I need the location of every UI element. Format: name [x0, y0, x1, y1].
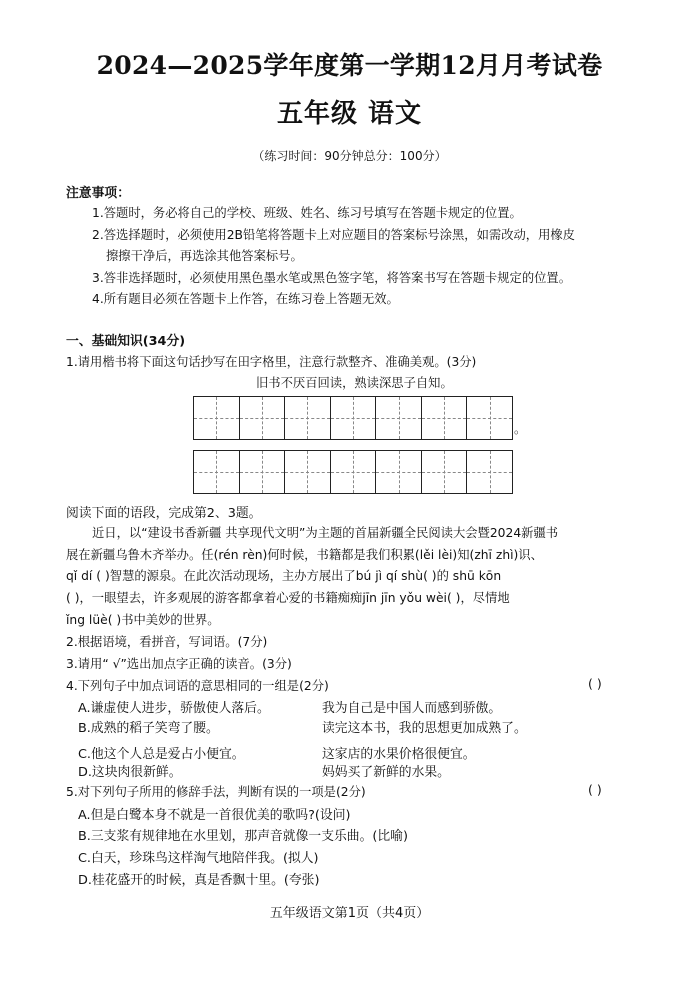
- q4-option-left: B.成熟的稻子笑弯了腰。: [78, 721, 219, 736]
- q4-option-right: 这家店的水果价格很便宜。: [322, 747, 476, 762]
- page-footer: 五年级语文第1页（共4页）: [269, 906, 430, 921]
- writing-grid-row-1[interactable]: [193, 396, 513, 440]
- passage-line: ǐng lüè( )书中美妙的世界。: [66, 613, 220, 627]
- passage-line: 展在新疆乌鲁木齐举办。任(rén rèn)何时候，书籍都是我们积累(lěi lèi)知(zhī zhì)识、: [66, 548, 543, 562]
- answer-bracket-q4[interactable]: ( ): [588, 676, 602, 691]
- q5-option: C.白天，珍珠鸟这样淘气地陪伴我。(拟人): [78, 851, 319, 866]
- answer-bracket-q5[interactable]: ( ): [588, 782, 602, 797]
- grid-cell[interactable]: [240, 451, 286, 493]
- writing-grid-row-2[interactable]: [193, 450, 513, 494]
- grid-cell[interactable]: [285, 397, 331, 439]
- q5-option: A.但是白鹭本身不就是一首很优美的歌吗?(设问): [78, 808, 351, 823]
- q4-option-right: 读完这本书，我的思想更加成熟了。: [322, 721, 527, 736]
- grid-cell[interactable]: [331, 397, 377, 439]
- exam-meta: （练习时间：90分钟总分：100分）: [252, 149, 447, 163]
- notice-item: 2.答选择题时，必须使用2B铅笔将答题卡上对应题目的答案标号涂黑，如需改动，用橡皮: [92, 228, 575, 242]
- passage-line: qǐ dí ( )智慧的源泉。在此次活动现场，主办方展出了bú jì qí shù( )的 shū kōn: [66, 569, 502, 583]
- q5-option: D.桂花盛开的时候，真是香飘十里。(夸张): [78, 873, 320, 888]
- grid-cell[interactable]: [422, 397, 468, 439]
- notice-item: 1.答题时，务必将自己的学校、班级、姓名、练习号填写在答题卡规定的位置。: [92, 206, 522, 220]
- q4-option-right: 妈妈买了新鲜的水果。: [322, 765, 450, 780]
- grid-cell[interactable]: [467, 397, 512, 439]
- q4-option-left: C.他这个人总是爱占小便宜。: [78, 747, 245, 762]
- grid-cell[interactable]: [240, 397, 286, 439]
- grid-cell[interactable]: [194, 397, 240, 439]
- question-1: 1.请用楷书将下面这句话抄写在田字格里，注意行款整齐、准确美观。(3分): [66, 355, 477, 369]
- passage-line: 近日，以“建设书香新疆 共享现代文明”为主题的首届新疆全民阅读大会暨2024新疆书: [92, 526, 559, 540]
- question-3: 3.请用“ √”选出加点字正确的读音。(3分): [66, 657, 292, 671]
- q4-option-left: A.谦虚使人进步，骄傲使人落后。: [78, 701, 270, 716]
- grid-cell[interactable]: [376, 451, 422, 493]
- question-2: 2.根据语境，看拼音，写词语。(7分): [66, 635, 268, 649]
- notice-item: 3.答非选择题时，必须使用黑色墨水笔或黑色签字笔，将答案书写在答题卡规定的位置。: [92, 271, 572, 285]
- grid-cell[interactable]: [331, 451, 377, 493]
- question-5: 5.对下列句子所用的修辞手法，判断有误的一项是(2分): [66, 785, 366, 799]
- passage-line: ( )，一眼望去，许多观展的游客都拿着心爱的书籍痴痴jīn jīn yǒu wèi( )，尽情地: [66, 591, 510, 605]
- grid-cell[interactable]: [467, 451, 512, 493]
- grid-cell[interactable]: [285, 451, 331, 493]
- notice-heading: 注意事项：: [66, 186, 130, 201]
- notice-item: 擦擦干净后，再选涂其他答案标号。: [106, 249, 303, 263]
- q4-option-right: 我为自己是中国人而感到骄傲。: [322, 701, 502, 716]
- reading-intro: 阅读下面的语段，完成第2、3题。: [66, 506, 262, 521]
- grid-cell[interactable]: [422, 451, 468, 493]
- q5-option: B.三支浆有规律地在水里划，那声音就像一支乐曲。(比喻): [78, 829, 408, 844]
- exam-title: 2024—2025学年度第一学期12月月考试卷: [96, 51, 603, 80]
- copy-sentence: 旧书不厌百回读，熟读深思子自知。: [256, 376, 453, 390]
- grid-cell[interactable]: [376, 397, 422, 439]
- question-4: 4.下列句子中加点词语的意思相同的一组是(2分): [66, 679, 329, 693]
- q4-option-left: D.这块肉很新鲜。: [78, 765, 182, 780]
- section-heading: 一、基础知识(34分): [66, 334, 186, 349]
- exam-subtitle: 五年级 语文: [276, 99, 423, 129]
- grid-cell[interactable]: [194, 451, 240, 493]
- notice-item: 4.所有题目必须在答题卡上作答，在练习卷上答题无效。: [92, 292, 399, 306]
- period-mark: 。: [514, 422, 527, 436]
